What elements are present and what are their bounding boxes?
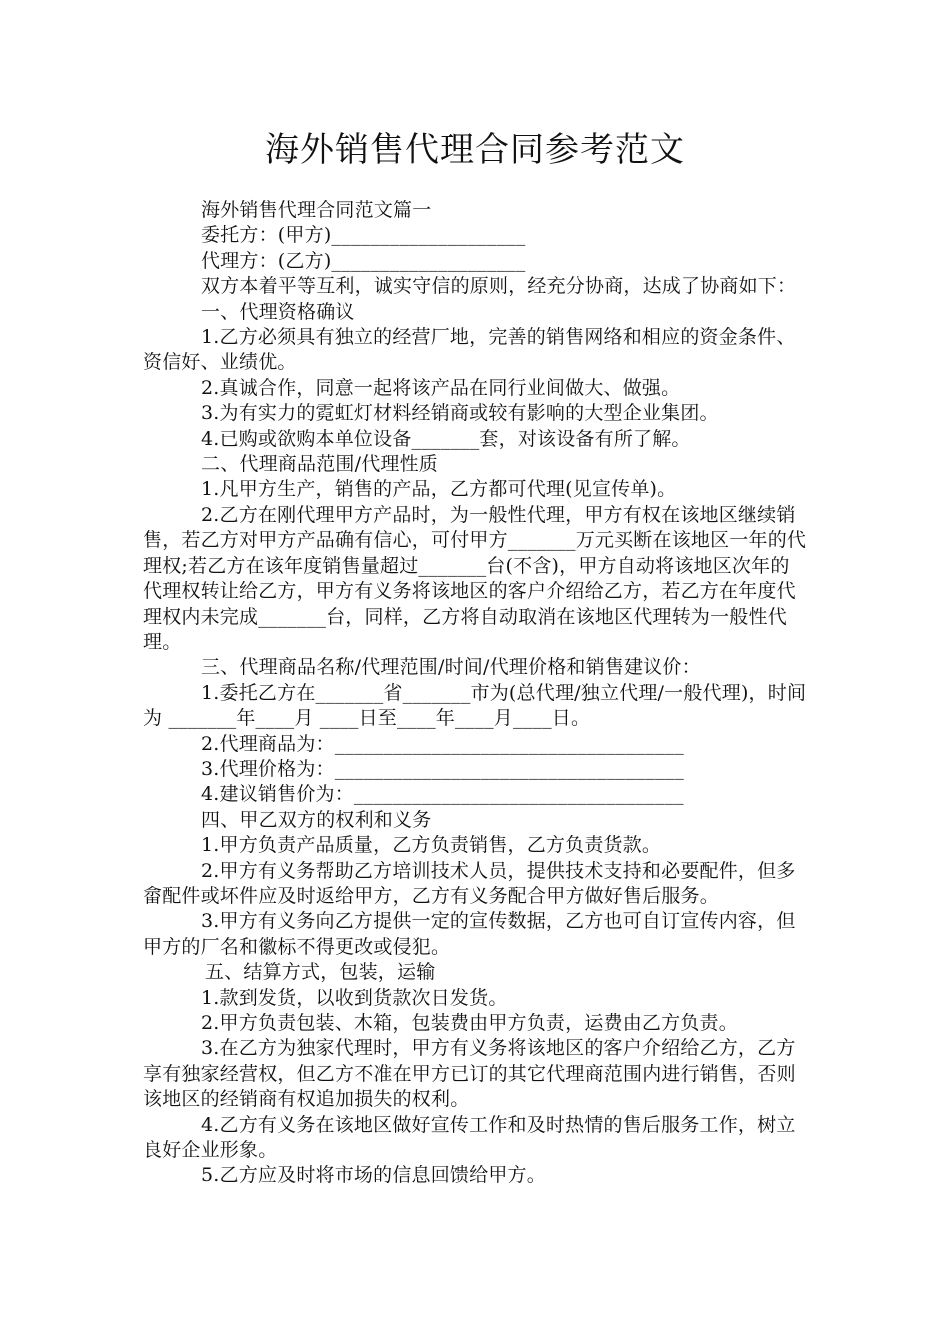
section-heading: 三、代理商品名称/代理范围/时间/代理价格和销售建议价：: [201, 656, 701, 679]
clause: 2.甲方负责包装、木箱，包装费由甲方负责，运费由乙方负责。: [201, 1012, 738, 1034]
clause: 2.乙方在刚代理甲方产品时，为一般性代理，甲方有权在该地区继续销售，若乙方对甲方产品确有信心，可付甲方_______万元买断在该地区一年的代理权;若乙方在该年度销售量超过_______台(不含)，甲方自动将该地区次年的代理权转让给乙方，甲方有义务将该地区的客户介绍给乙方，若乙方在年度代理权内未完成_______台，同样，乙方将自动取消在该地区代理转为一般性代理。: [143, 503, 807, 653]
clause: 5.乙方应及时将市场的信息回馈给甲方。: [201, 1164, 546, 1187]
clause: 3.在乙方为独家代理时，甲方有义务将该地区的客户介绍给乙方，乙方享有独家经营权，但乙方不准在甲方已订的其它代理商范围内进行销售，否则该地区的经销商有权追加损失的权利。: [143, 1037, 796, 1111]
document-body: [143, 198, 807, 1189]
principal-line: 委托方：(甲方)____________________: [201, 224, 526, 247]
clause: 2.代理商品为：____________________________________: [201, 732, 684, 755]
clause: 3.甲方有义务向乙方提供一定的宣传数据，乙方也可自订宣传内容，但甲方的厂名和徽标不得更改或侵犯。: [143, 910, 796, 958]
clause: 2.甲方有义务帮助乙方培训技术人员，提供技术支持和必要配件，但多畲配件或坏件应及时返给甲方，乙方有义务配合甲方做好售后服务。: [143, 859, 796, 907]
clause: 2.真诚合作，同意一起将该产品在同行业间做大、做强。: [201, 376, 681, 399]
clause: 1.款到发货，以收到货款次日发货。: [201, 986, 508, 1009]
section-heading: 二、代理商品范围/代理性质: [201, 453, 439, 476]
clause: 3.代理价格为：____________________________________: [201, 757, 684, 780]
section-heading: 五、结算方式，包装，运输: [205, 961, 436, 984]
section-heading: 一、代理资格确议: [201, 300, 355, 323]
clause: 1.乙方必须具有独立的经营厂地，完善的销售网络和相应的资金条件、资信好、业绩优。: [143, 326, 796, 374]
clause: 1.委托乙方在_______省_______市为(总代理/独立代理/一般代理)，时间为 _______年____月 ____日至____年____月____日。: [143, 681, 807, 730]
section-heading: 四、甲乙双方的权利和义务: [201, 808, 432, 831]
section-heading: 海外销售代理合同范文篇一: [201, 199, 432, 221]
agent-line: 代理方：(乙方)____________________: [201, 249, 526, 272]
clause: 4.已购或欲购本单位设备_______套，对该设备有所了解。: [201, 427, 691, 450]
paragraph: 双方本着平等互利，诚实守信的原则，经充分协商，达成了协商如下：: [201, 275, 797, 298]
clause: 4.乙方有义务在该地区做好宣传工作和及时热情的售后服务工作，树立良好企业形象。: [143, 1113, 796, 1162]
document-title: 海外销售代理合同参考范文: [265, 130, 685, 170]
clause: 3.为有实力的霓虹灯材料经销商或较有影响的大型企业集团。: [201, 402, 719, 425]
clause: 1.凡甲方生产，销售的产品，乙方都可代理(见宣传单)。: [201, 478, 677, 501]
clause: 4.建议销售价为：__________________________________: [201, 783, 684, 806]
clause: 1.甲方负责产品质量，乙方负责销售，乙方负责货款。: [201, 834, 662, 857]
